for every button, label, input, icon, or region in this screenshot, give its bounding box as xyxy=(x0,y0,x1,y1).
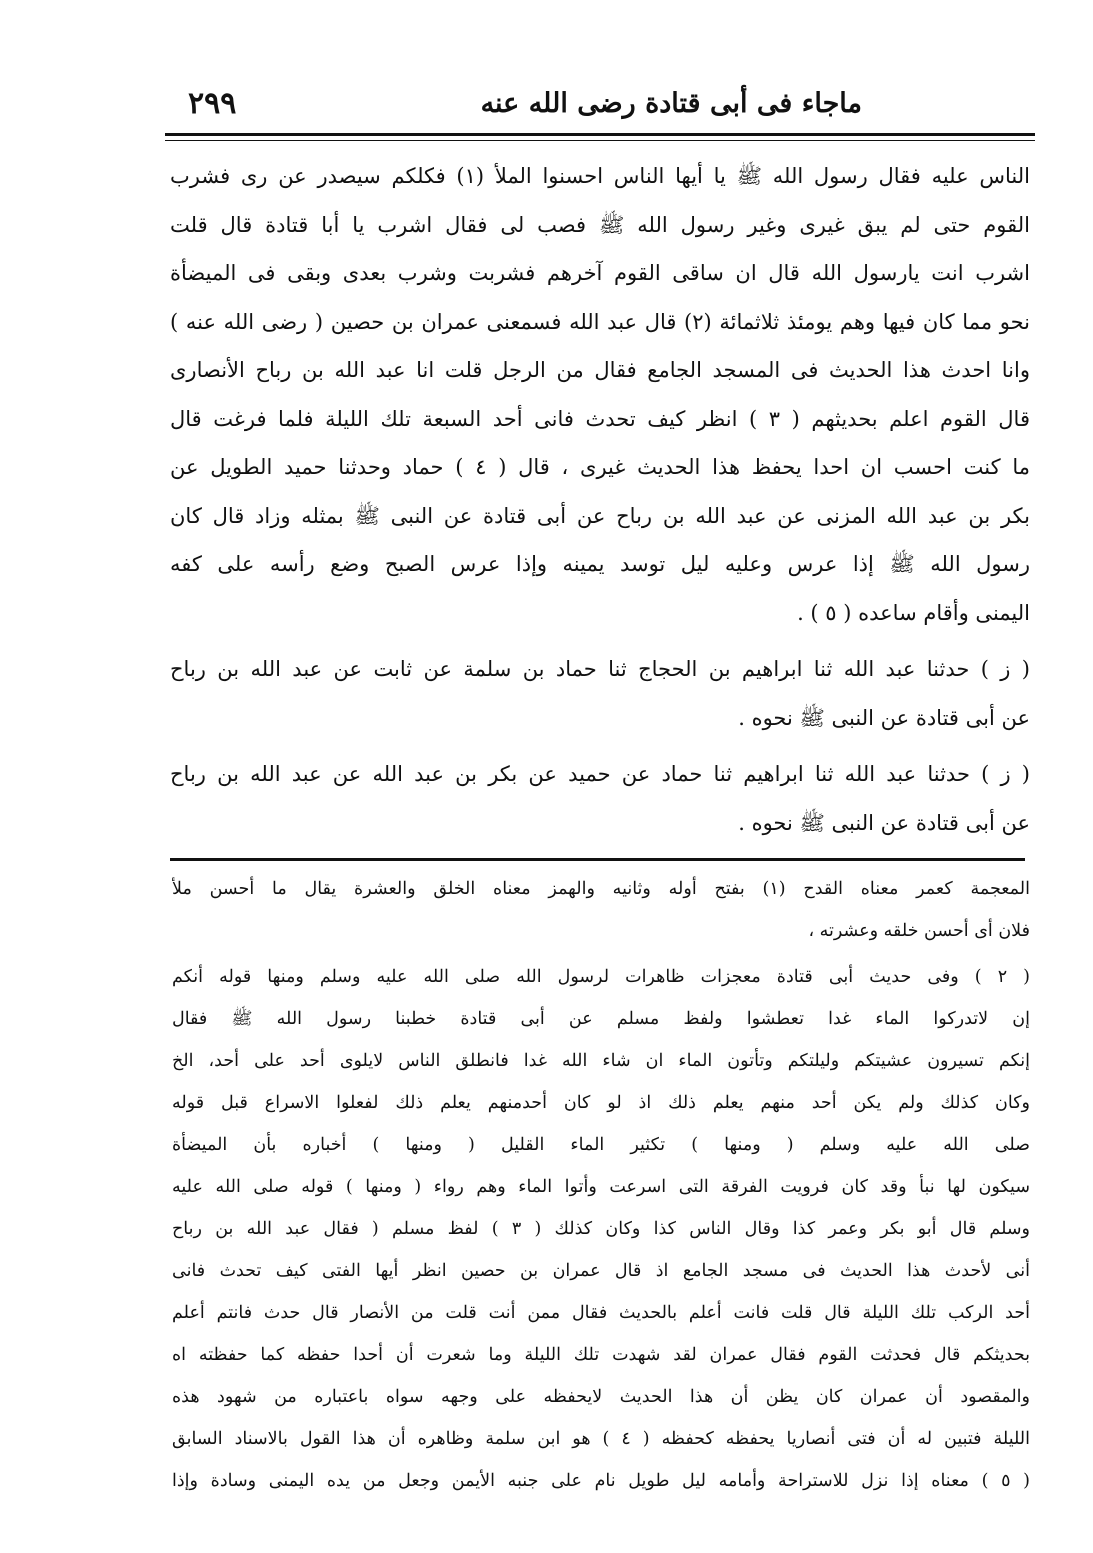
text-line: ( ز ) حدثنا عبد الله ثنا ابراهيم ثنا حماد عن حميد عن بكر بن عبد الله عن عبد الله بن رباح xyxy=(170,762,1030,786)
text-line: وانا احدث هذا الحديث فى المسجد الجامع فقال من الرجل قلت انا عبد الله بن رباح الأنصارى xyxy=(170,358,1030,382)
text-line: عن أبى قتادة عن النبى ﷺ نحوه . xyxy=(738,810,1030,835)
text-line: نحو مما كان فيها وهم يومئذ ثلاثمائة (٢) قال عبد الله فسمعنى عمران بن حصين ( رضى الله عنه ) xyxy=(170,309,1030,334)
footnote-line: أحد الركب تلك الليلة قال قلت فانت أعلم بالحديث فقال ممن أنت قلت من الأنصار قال حدث فانتم أعلم xyxy=(172,1303,1030,1323)
page-header xyxy=(170,78,1032,128)
text-line: ( ز ) حدثنا عبد الله ثنا ابراهيم بن الحجاج ثنا حماد بن سلمة عن ثابت عن عبد الله بن رباح xyxy=(170,657,1030,681)
footnote-line: إن لاتدركوا الماء غدا تعطشوا ولفظ مسلم عن أبى قتادة خطبنا رسول الله ﷺ فقال xyxy=(172,1009,1030,1029)
footnote-1 xyxy=(172,868,1030,952)
footnote-line: بحديثكم قال فحدثت القوم فقال عمران لقد شهدت تلك الليلة وما شعرت أن أحدا حفظه كما حفظته اه xyxy=(172,1345,1030,1365)
paragraph-2 xyxy=(170,645,1030,742)
running-title: ماجاء فى أبى قتادة رضى الله عنه xyxy=(480,87,862,119)
main-text xyxy=(170,152,1030,847)
footnote-line: وسلم قال أبو بكر وعمر كذا وقال الناس كذا وكان كذلك ( ٣ ) لفظ مسلم ( فقال عبد الله بن رباح xyxy=(172,1219,1030,1239)
footnote-line: فلان أى أحسن خلقه وعشرته ، xyxy=(808,921,1030,941)
text-line: القوم حتى لم يبق غيرى وغير رسول الله ﷺ فصب لى فقال اشرب يا أبا قتادة قال قلت xyxy=(170,212,1030,237)
text-line: ما كنت احسب ان احدا يحفظ هذا الحديث غيرى ، قال ( ٤ ) حماد وحدثنا حميد الطويل عن xyxy=(170,455,1030,479)
footnote-2 xyxy=(172,956,1030,1460)
footnote-5 xyxy=(172,1460,1030,1502)
footnotes xyxy=(172,868,1030,1502)
footnote-line: وكان كذلك ولم يكن أحد منهم يعلم ذلك اذ لو كان أحدمنهم يعلم ذلك لفعلوا الاسراع قبل قوله xyxy=(172,1093,1030,1113)
footnote-line: والمقصود أن عمران كان يظن أن هذا الحديث لايحفظه على وجهه سواه باعتباره من شهود هذه xyxy=(172,1387,1030,1407)
text-line: اشرب انت يارسول الله قال ان ساقى القوم آخرهم فشربت وشرب بعدى وبقى فى الميضأة xyxy=(170,261,1030,285)
footnote-line: صلى الله عليه وسلم ( ومنها ) تكثير الماء القليل ( ومنها ) أخباره بأن الميضأة xyxy=(172,1135,1030,1155)
text-line: عن أبى قتادة عن النبى ﷺ نحوه . xyxy=(738,705,1030,730)
text-line: قال القوم اعلم بحديثهم ( ٣ ) انظر كيف تحدث فانى أحد السبعة تلك الليلة فلما فرغت قال xyxy=(170,406,1030,431)
footnote-line: ( ٥ ) معناه إذا نزل للاستراحة وأمامه ليل طويل نام على جنبه الأيمن وجعل من يده اليمنى وسادة وإذا xyxy=(172,1471,1030,1491)
footnote-line: ( ٢ ) وفى حديث أبى قتادة معجزات ظاهرات لرسول الله صلى الله عليه وسلم ومنها قوله أنكم xyxy=(172,967,1030,987)
page-number: ٢٩٩ xyxy=(188,85,237,121)
footnote-line: إنكم تسيرون عشيتكم وليلتكم وتأتون الماء ان شاء الله غدا فانطلق الناس لايلوى أحد على أحد، الخ xyxy=(172,1051,1030,1071)
footnote-line: أنى لأحدث هذا الحديث فى مسجد الجامع اذ قال عمران بن حصين انظر أيها الفتى كيف تحدث فانى xyxy=(172,1261,1030,1281)
paragraph-3 xyxy=(170,750,1030,847)
text-line: رسول الله ﷺ إذا عرس وعليه ليل توسد يمينه وإذا عرس الصبح وضع رأسه على كفه xyxy=(170,552,1030,576)
text-line: اليمنى وأقام ساعده ( ٥ ) . xyxy=(797,600,1030,625)
footnote-rule xyxy=(170,858,1025,861)
text-line: الناس عليه فقال رسول الله ﷺ يا أيها الناس احسنوا الملأ (١) فكلكم سيصدر عن رى فشرب xyxy=(170,164,1030,188)
footnote-line: سيكون لها نبأ وقد كان فرويت الفرقة التى اسرعت وأتوا الماء وهم رواء ( ومنها ) قوله صلى الله عليه xyxy=(172,1177,1030,1197)
paragraph-1 xyxy=(170,152,1030,637)
footnote-line: المعجمة كعمر معناه القدح (١) بفتح أوله وثانيه والهمز معناه الخلق والعشرة يقال ما أحسن ملأ xyxy=(172,879,1030,899)
header-rule xyxy=(165,133,1035,141)
text-line: بكر بن عبد الله المزنى عن عبد الله بن رباح عن أبى قتادة عن النبى ﷺ بمثله وزاد قال كان xyxy=(170,503,1030,528)
footnote-line: الليلة فتبين له أن فتى أنصاريا يحفظه كحفظه ( ٤ ) هو ابن سلمة وظاهره أن هذا القول بالاسناد السابق xyxy=(172,1429,1030,1449)
